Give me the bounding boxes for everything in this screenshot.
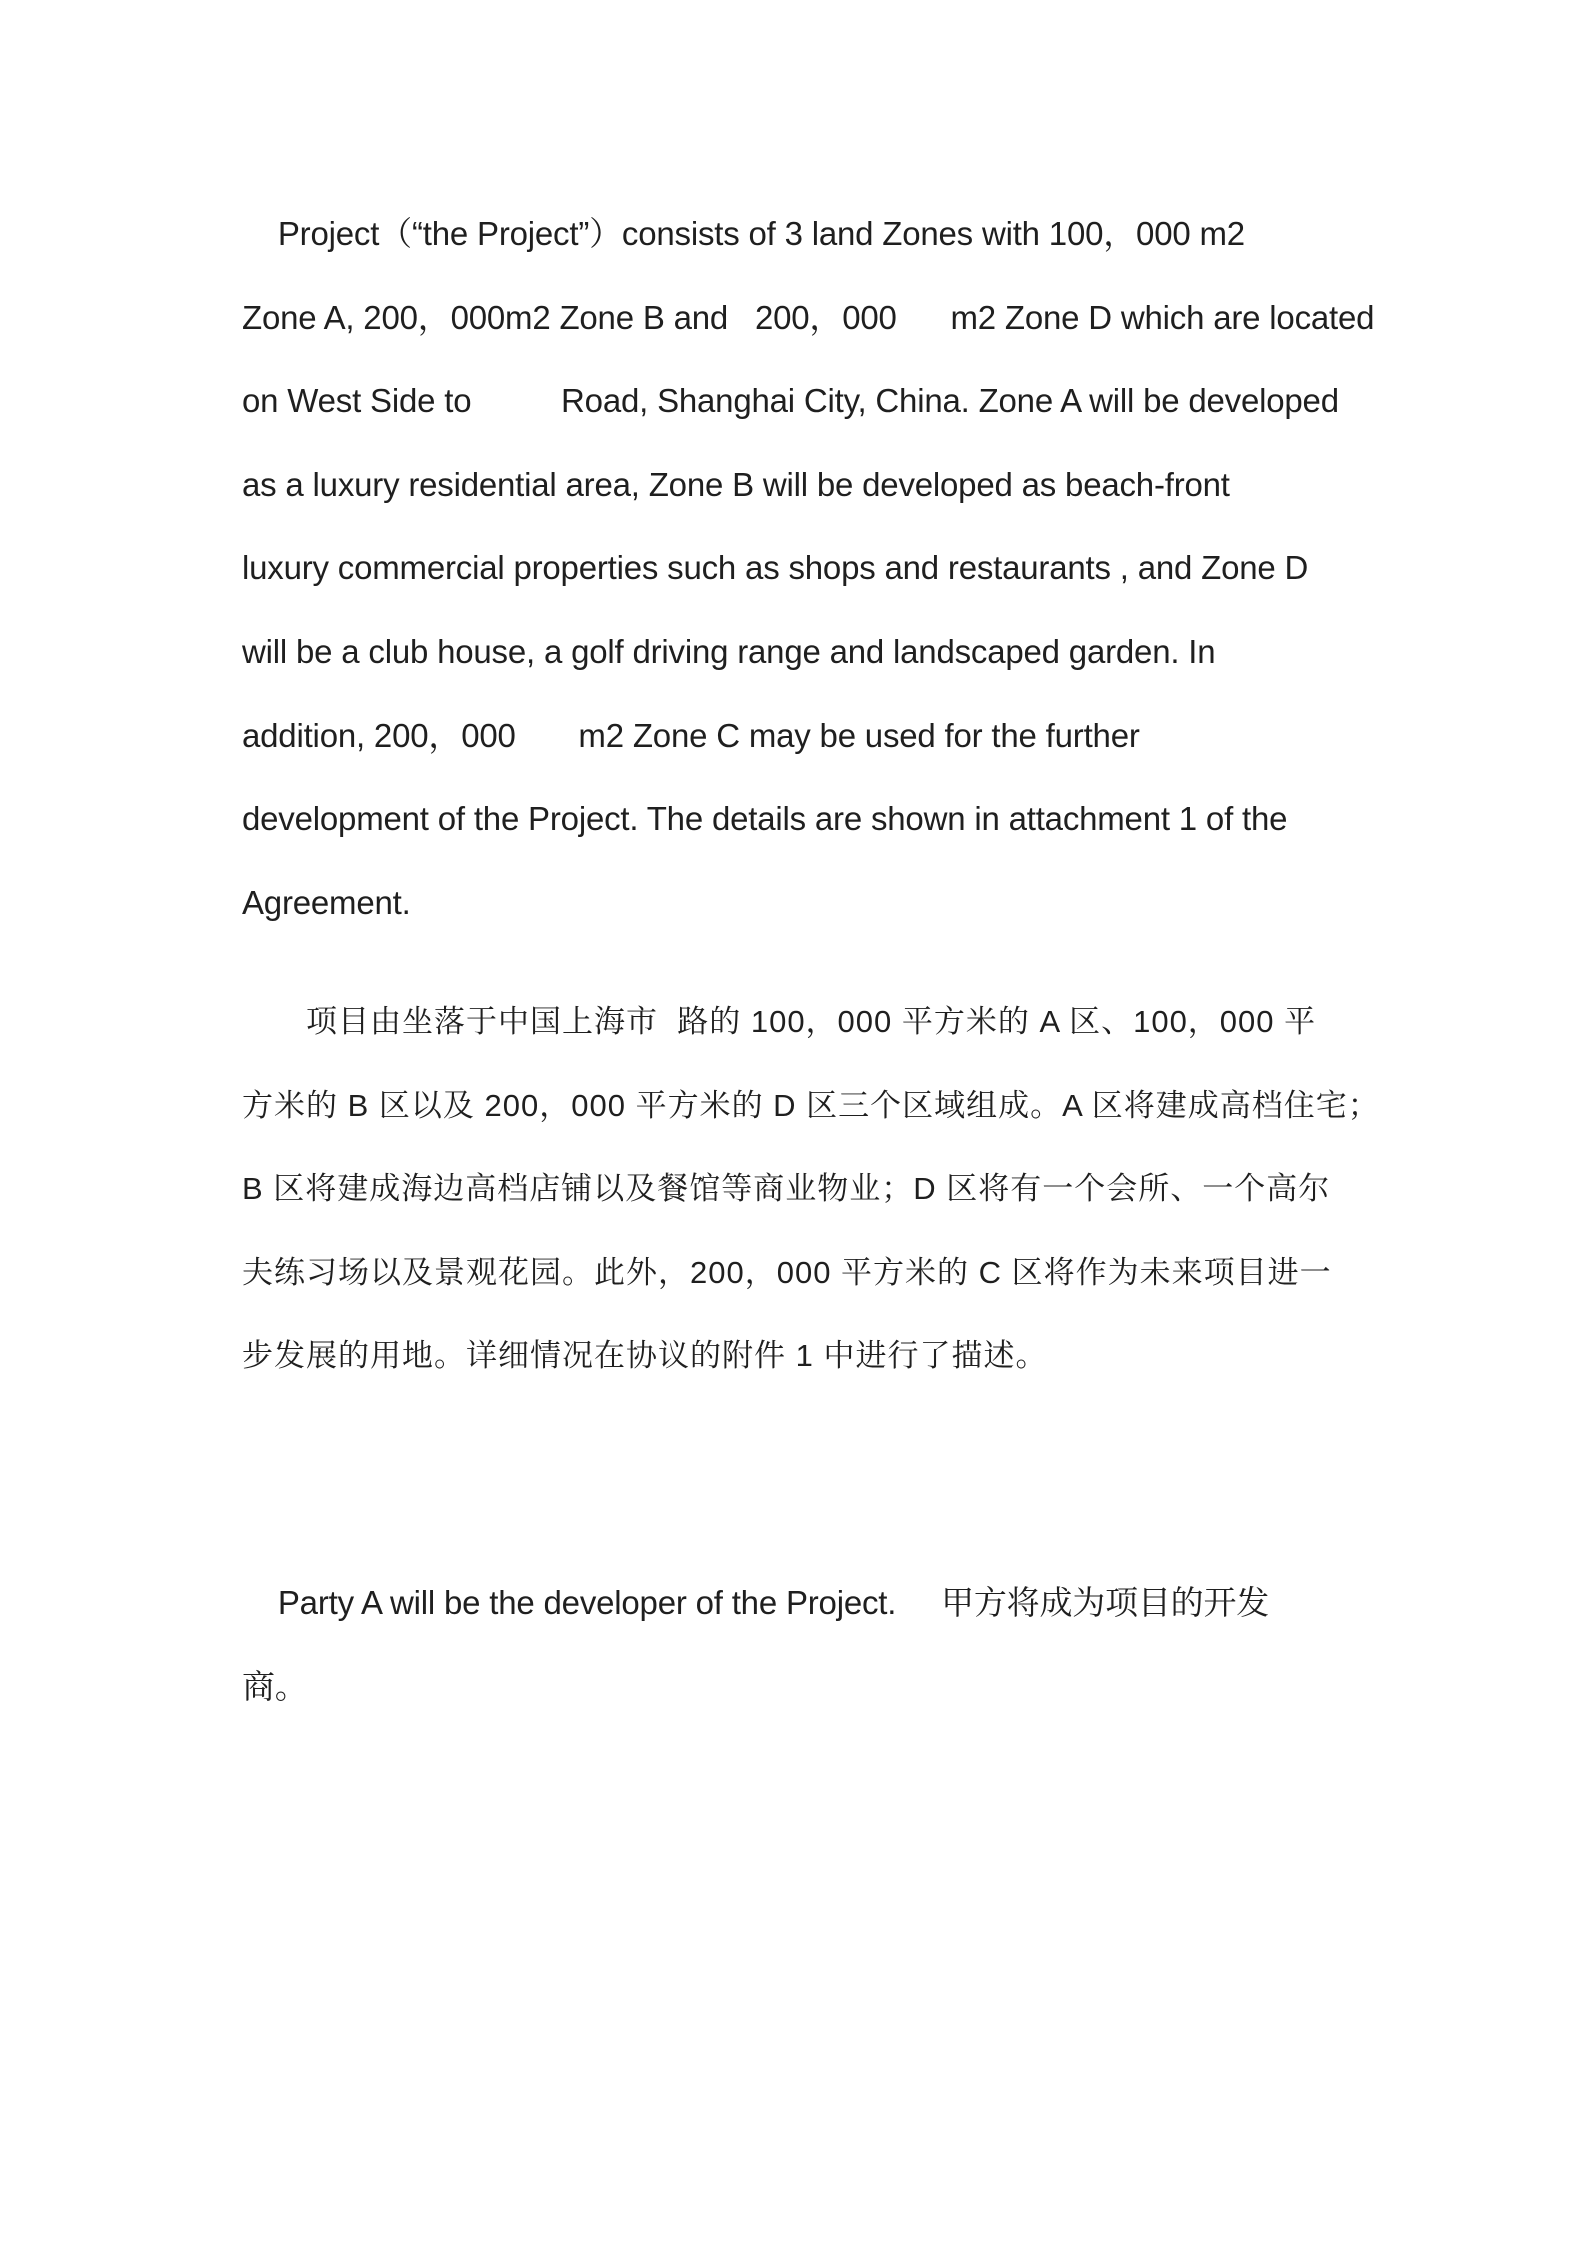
text-line: on West Side to Road, Shanghai City, China. Zone A will be developed (242, 382, 1339, 420)
text-line: 步发展的用地。详细情况在协议的附件 1 中进行了描述。 (242, 1338, 1048, 1374)
developer-statement (242, 1583, 1342, 1750)
text-line: 方米的 B 区以及 200，000 平方米的 D 区三个区域组成。A 区将建成高档住宅； (242, 1087, 1380, 1123)
text-line: Agreement. (242, 883, 411, 921)
text-line: Party A will be the developer of the Project. 甲方将成为项目的开发 (242, 1584, 1270, 1621)
text-line: B 区将建成海边高档店铺以及餐馆等商业物业；D 区将有一个会所、一个高尔 (242, 1171, 1331, 1207)
text-line: will be a club house, a golf driving range and landscaped garden. In (242, 632, 1216, 670)
project-description-chinese (242, 1002, 1380, 1420)
project-description-english (242, 214, 1375, 966)
text-line: 商。 (242, 1667, 308, 1705)
text-line: as a luxury residential area, Zone B will be developed as beach-front (242, 465, 1230, 503)
text-line: 项目由坐落于中国上海市 路的 100，000 平方米的 A 区、100，000 平 (242, 1004, 1317, 1039)
text-line: Project（“the Project”）consists of 3 land Zones with 100，000 m2 (242, 215, 1245, 252)
text-line: addition, 200，000 m2 Zone C may be used for the further (242, 716, 1140, 754)
text-line: development of the Project. The details are shown in attachment 1 of the (242, 800, 1288, 838)
text-line: 夫练习场以及景观花园。此外，200，000 平方米的 C 区将作为未来项目进一 (242, 1254, 1332, 1290)
text-line: Zone A, 200，000m2 Zone B and 200，000 m2 Zone D which are located (242, 298, 1375, 336)
text-line: luxury commercial properties such as shops and restaurants , and Zone D (242, 549, 1309, 587)
